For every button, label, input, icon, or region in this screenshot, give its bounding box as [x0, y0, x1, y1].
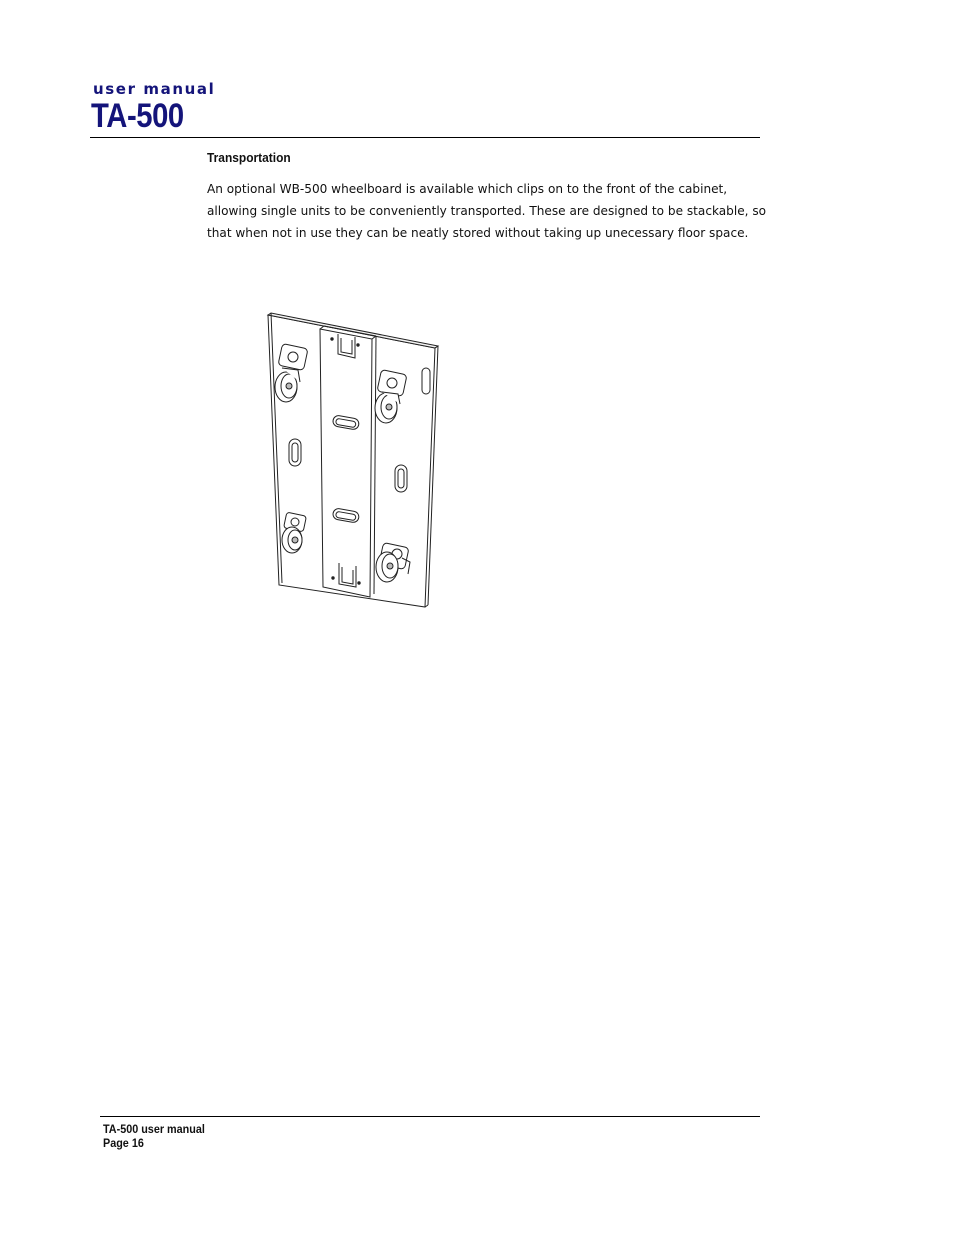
center-strip: [320, 329, 372, 597]
body-line: allowing single units to be conveniently transported. These are designed to be stackable, so: [207, 204, 767, 218]
footer-rule: [100, 1116, 760, 1117]
footer-page-number: Page 16: [103, 1136, 144, 1150]
section-heading: Transportation: [207, 150, 291, 165]
body-line: that when not in use they can be neatly stored without taking up unecessary floor space.: [207, 226, 749, 240]
header-subtitle: user manual: [93, 80, 216, 98]
section-body: [207, 178, 767, 244]
header-rule: [90, 137, 760, 138]
body-line: An optional WB-500 wheelboard is available which clips on to the front of the cabinet,: [207, 182, 728, 196]
footer-manual-title: TA-500 user manual: [103, 1122, 205, 1136]
header-title: TA-500: [91, 97, 184, 135]
wheelboard-illustration: [262, 308, 447, 613]
